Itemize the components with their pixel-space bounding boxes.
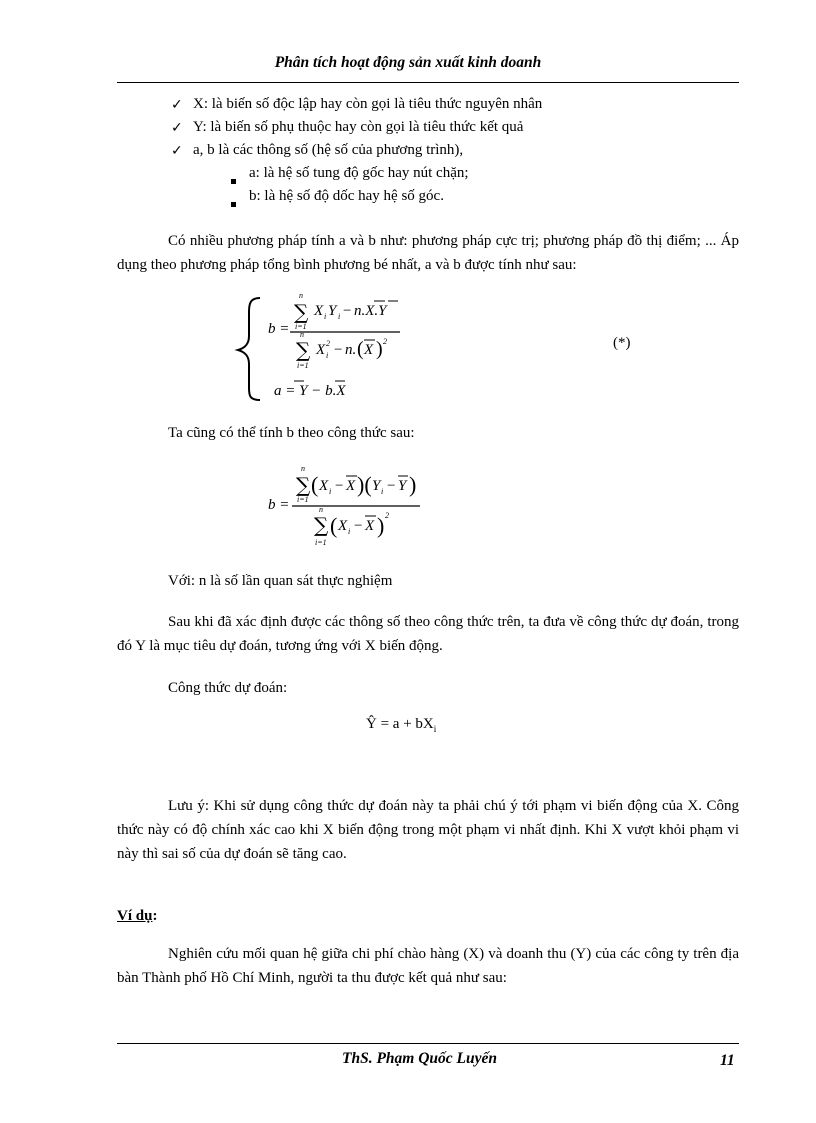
header-rule xyxy=(117,82,739,83)
svg-text:X: X xyxy=(316,342,326,358)
svg-text:Y: Y xyxy=(372,478,381,494)
svg-text:(: ( xyxy=(330,513,338,538)
svg-text:2: 2 xyxy=(326,339,330,348)
check-icon: ✓ xyxy=(171,143,183,159)
svg-text:i: i xyxy=(329,487,332,496)
forecast-formula xyxy=(366,716,436,734)
svg-text:X: X xyxy=(364,342,374,358)
sum-icon: ∑ xyxy=(296,473,311,497)
example-text: Nghiên cứu mối quan hệ giữa chi phí chào hàng (X) và doanh thu (Y) của các công ty trên địa bàn Thành phố Hồ Chí Minh, người ta thu được kết quả như sau: xyxy=(117,946,739,986)
svg-text:−: − xyxy=(387,478,396,494)
square-bullet-icon xyxy=(231,172,236,189)
check-icon: ✓ xyxy=(171,97,183,113)
page-number: 11 xyxy=(720,1052,735,1069)
svg-text:X: X xyxy=(365,518,375,534)
svg-text:−: − xyxy=(354,518,363,534)
formula-b-alt xyxy=(262,462,462,554)
example-heading xyxy=(117,908,157,925)
forecast-rhs: = a + bX xyxy=(376,716,434,732)
svg-text:2: 2 xyxy=(385,511,389,520)
definition-ab: a, b là các thông số (hệ số của phương trình), xyxy=(193,142,464,158)
svg-text:−: − xyxy=(335,478,344,494)
forecast-subscript: i xyxy=(433,724,437,734)
after-text: Sau khi đã xác định được các thông số theo công thức trên, ta đưa về công thức dự đoán, trong đó Y là mục tiêu dự đoán, tương ứng với X biến động. xyxy=(117,614,739,654)
svg-text:i=1: i=1 xyxy=(297,495,309,504)
example-paragraph xyxy=(117,942,739,990)
svg-text:i=1: i=1 xyxy=(295,322,307,331)
definition-b: b: là hệ số độ dốc hay hệ số góc. xyxy=(249,188,444,204)
svg-text:n.X.Y: n.X.Y xyxy=(354,303,387,319)
svg-text:(: ( xyxy=(357,338,364,360)
svg-text:i: i xyxy=(338,312,341,321)
svg-text:X: X xyxy=(314,303,324,319)
svg-text:n: n xyxy=(299,292,303,300)
b-lhs-2: b = xyxy=(268,497,290,513)
example-colon: : xyxy=(152,908,158,924)
alt-formula-intro: Ta cũng có thể tính b theo công thức sau: xyxy=(168,425,415,441)
svg-text:n: n xyxy=(319,505,323,514)
svg-text:a = Y − b.X: a = Y − b.X xyxy=(274,383,346,399)
methods-paragraph xyxy=(117,229,739,277)
svg-text:i: i xyxy=(381,487,384,496)
formula-system xyxy=(230,292,750,404)
svg-text:X: X xyxy=(338,518,348,534)
svg-text:i: i xyxy=(324,312,327,321)
after-paragraph xyxy=(117,610,739,658)
methods-text: Có nhiều phương pháp tính a và b như: phương pháp cực trị; phương pháp đồ thị điểm; ... Áp dụng theo phương pháp tổng bình phương bé nhất, a và b được tính như sau: xyxy=(117,233,739,273)
svg-text:i: i xyxy=(348,527,351,536)
svg-text:X: X xyxy=(346,478,356,494)
sum-icon: ∑ xyxy=(314,513,329,537)
note-text: Lưu ý: Khi sử dụng công thức dự đoán này ta phải chú ý tới phạm vi biến động của X. Công thức này có độ chính xác cao khi X biến động trong một phạm vi nhất định. Khi X vượt khỏi phạm vi này thì sai số của dự đoán sẽ tăng cao. xyxy=(117,798,739,862)
forecast-intro: Công thức dự đoán: xyxy=(168,680,288,696)
page-header-title: Phân tích hoạt động sản xuất kinh doanh xyxy=(274,54,542,71)
svg-text:): ) xyxy=(376,338,383,360)
y-hat: Ŷ xyxy=(366,716,377,732)
check-icon: ✓ xyxy=(171,120,183,136)
svg-text:): ) xyxy=(377,513,385,538)
svg-text:): ) xyxy=(409,472,417,497)
n-definition: Với: n là số lần quan sát thực nghiệm xyxy=(168,573,393,589)
footer-author: ThS. Phạm Quốc Luyến xyxy=(342,1050,498,1067)
svg-text:)(: )( xyxy=(357,472,372,497)
svg-text:X: X xyxy=(319,478,329,494)
equation-tag: (*) xyxy=(613,335,631,351)
svg-text:−: − xyxy=(334,342,343,358)
definition-x: X: là biến số độc lập hay còn gọi là tiêu thức nguyên nhân xyxy=(193,96,543,112)
formula-b-alt-svg xyxy=(262,462,462,554)
b-lhs: b = xyxy=(268,321,290,337)
square-bullet-icon xyxy=(231,195,236,212)
svg-text:2: 2 xyxy=(383,337,387,346)
example-label: Ví dụ xyxy=(117,908,153,924)
svg-text:i=1: i=1 xyxy=(315,538,327,547)
svg-text:Y: Y xyxy=(398,478,407,494)
svg-text:i=1: i=1 xyxy=(297,361,309,370)
footer-rule xyxy=(117,1043,739,1044)
sum-icon: ∑ xyxy=(296,338,311,362)
definition-a: a: là hệ số tung độ gốc hay nút chặn; xyxy=(249,165,469,181)
svg-text:(: ( xyxy=(311,472,319,497)
sum-icon: ∑ xyxy=(294,300,309,324)
note-paragraph xyxy=(117,794,739,866)
svg-text:i: i xyxy=(326,351,329,360)
svg-text:−: − xyxy=(343,303,352,319)
definition-y: Y: là biến số phụ thuộc hay còn gọi là tiêu thức kết quả xyxy=(193,119,524,135)
left-brace-icon xyxy=(238,298,260,400)
svg-text:n: n xyxy=(301,464,305,473)
svg-text:Y: Y xyxy=(328,303,337,319)
svg-text:n: n xyxy=(300,330,304,339)
formula-system-svg xyxy=(230,292,750,404)
svg-text:n.: n. xyxy=(345,342,357,358)
